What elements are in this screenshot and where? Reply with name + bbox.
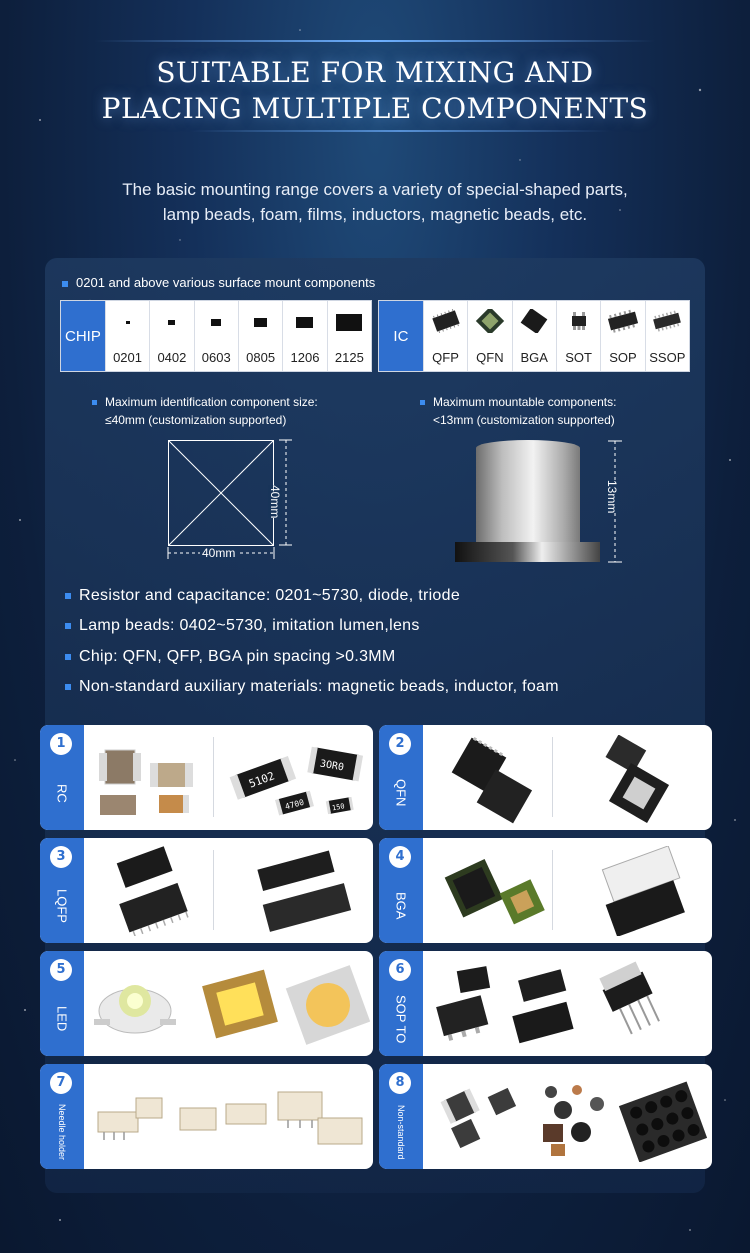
card-number: 4 <box>389 846 411 868</box>
subtitle-line-2: lamp beads, foam, films, inductors, magnetic beads, etc. <box>162 205 588 224</box>
ceramic-capacitor-icon <box>95 735 205 825</box>
card-divider <box>213 850 214 930</box>
feature-text: Resistor and capacitance: 0201~5730, diode, triode <box>79 587 461 604</box>
bullet-icon <box>65 593 71 599</box>
bullet-icon <box>62 281 68 287</box>
bga-chip-icon <box>516 309 552 333</box>
card-number: 3 <box>50 846 72 868</box>
spec-right-line-2: <13mm (customization supported) <box>433 413 615 427</box>
chip-0603-icon <box>211 319 221 326</box>
pin-header-icon <box>92 1082 372 1162</box>
ic-type-ssop <box>645 301 689 371</box>
bga-underside-icon <box>589 846 699 936</box>
card-label: LED <box>54 1006 70 1032</box>
category-card-bga[interactable] <box>379 838 712 943</box>
dim-height-label: 40mm <box>268 485 282 519</box>
chip-label: 0201 <box>113 350 142 365</box>
subtitle <box>60 177 690 227</box>
qfp-chip-icon <box>428 309 464 333</box>
card-number: 2 <box>389 733 411 755</box>
chip-label: 0603 <box>201 350 231 365</box>
category-card-non-standard[interactable] <box>379 1064 712 1169</box>
chip-resistor-icon <box>225 735 365 825</box>
sot-chip-icon <box>561 309 597 333</box>
chip-label: 0805 <box>246 350 276 365</box>
light-streak <box>190 130 610 132</box>
spec-left-line-2: ≤40mm (customization supported) <box>105 413 287 427</box>
feature-text: Lamp beads: 0402~5730, imitation lumen,lens <box>79 617 420 634</box>
ic-strip-label: IC <box>379 301 423 371</box>
card-label: SOP TO <box>393 994 409 1044</box>
feature-item <box>65 678 559 696</box>
card-number: 1 <box>50 733 72 755</box>
range-heading <box>62 275 375 290</box>
ic-type-qfp <box>423 301 467 371</box>
subtitle-line-1: The basic mounting range covers a variety of special-shaped parts, <box>122 180 628 199</box>
bga-package-icon <box>439 846 549 936</box>
chip-0805-icon <box>254 318 267 327</box>
feature-item <box>65 587 460 605</box>
card-label: QFN <box>393 779 409 807</box>
category-card-sop-to[interactable] <box>379 951 712 1056</box>
chip-label: 2125 <box>334 350 364 365</box>
resistor-mark: 150 <box>331 802 346 813</box>
feature-text: Chip: QFN, QFP, BGA pin spacing >0.3MM <box>79 648 396 665</box>
title-line-1: SUITABLE FOR MIXING AND <box>156 56 594 89</box>
led-module-icon <box>90 959 370 1049</box>
card-number: 7 <box>50 1072 72 1094</box>
feature-text: Non-standard auxiliary materials: magnetic beads, inductor, foam <box>79 678 559 695</box>
sop-to-package-icon <box>431 959 711 1049</box>
card-number: 6 <box>389 959 411 981</box>
qfn-package-icon <box>439 735 549 825</box>
ssop-chip-icon <box>649 309 685 333</box>
chip-0201-icon <box>126 321 130 324</box>
feature-item <box>65 648 396 666</box>
ic-label: SSOP <box>649 350 686 365</box>
card-label: Non-standard <box>396 1104 406 1160</box>
qfn-underside-icon <box>589 735 699 825</box>
card-divider <box>552 850 553 930</box>
ic-type-sot <box>556 301 600 371</box>
card-label: RC <box>54 783 70 803</box>
range-heading-text: 0201 and above various surface mount components <box>76 275 376 290</box>
spec-right-line-1: Maximum mountable components: <box>433 395 617 409</box>
resistor-mark: 4700 <box>284 797 305 812</box>
ic-label: SOT <box>565 350 592 365</box>
ic-label: QFP <box>432 350 459 365</box>
category-card-lqfp[interactable] <box>40 838 373 943</box>
card-label: Needle holder <box>57 1103 67 1161</box>
dim-width-label: 40mm <box>202 546 236 560</box>
card-divider <box>552 737 553 817</box>
base-plate-icon <box>455 542 600 562</box>
cylinder-height-label: 13mm <box>605 480 619 514</box>
chip-size-1206 <box>282 301 326 371</box>
chip-strip-label: CHIP <box>61 301 105 371</box>
chip-size-0201 <box>105 301 149 371</box>
ic-type-bga <box>512 301 556 371</box>
resistor-mark: 5102 <box>247 769 277 791</box>
chip-strip <box>60 300 372 372</box>
card-number: 5 <box>50 959 72 981</box>
sop-chip-icon <box>605 309 641 333</box>
category-card-qfn[interactable] <box>379 725 712 830</box>
category-card-needle-holder[interactable] <box>40 1064 373 1169</box>
title-line-2: PLACING MULTIPLE COMPONENTS <box>101 92 649 125</box>
ic-type-sop <box>600 301 644 371</box>
chip-size-2125 <box>327 301 371 371</box>
ic-label: BGA <box>520 350 548 365</box>
ic-type-qfn <box>467 301 511 371</box>
resistor-mark: 3OR0 <box>319 758 345 774</box>
spec-left-line-1: Maximum identification component size: <box>105 395 318 409</box>
spec-max-mountable <box>420 393 616 429</box>
bullet-icon <box>65 623 71 629</box>
lqfp-package-icon <box>100 846 210 936</box>
bullet-icon <box>65 684 71 690</box>
chip-2125-icon <box>336 314 362 331</box>
chip-label: 0402 <box>157 350 187 365</box>
page-title <box>0 55 750 127</box>
bullet-icon <box>420 400 425 405</box>
chip-0402-icon <box>168 320 175 325</box>
card-label: LQFP <box>54 889 70 923</box>
chip-size-0805 <box>238 301 282 371</box>
spec-max-identification <box>92 393 318 429</box>
chip-1206-icon <box>296 317 313 328</box>
bullet-icon <box>92 400 97 405</box>
ic-label: SOP <box>609 350 637 365</box>
chip-label: 1206 <box>290 350 320 365</box>
chip-size-0402 <box>149 301 193 371</box>
feature-item <box>65 617 420 635</box>
light-streak <box>95 40 655 42</box>
card-divider <box>213 737 214 817</box>
ic-strip <box>378 300 690 372</box>
ic-label: QFN <box>476 350 504 365</box>
card-label: BGA <box>393 892 409 920</box>
qfn-chip-icon <box>472 309 508 333</box>
bullet-icon <box>65 654 71 660</box>
cylinder-component-icon <box>476 440 580 542</box>
category-card-led[interactable] <box>40 951 373 1056</box>
chip-size-0603 <box>194 301 238 371</box>
category-card-rc[interactable] <box>40 725 373 830</box>
non-standard-parts-icon <box>431 1078 711 1162</box>
card-number: 8 <box>389 1072 411 1094</box>
lqfp-side-icon <box>245 846 365 936</box>
